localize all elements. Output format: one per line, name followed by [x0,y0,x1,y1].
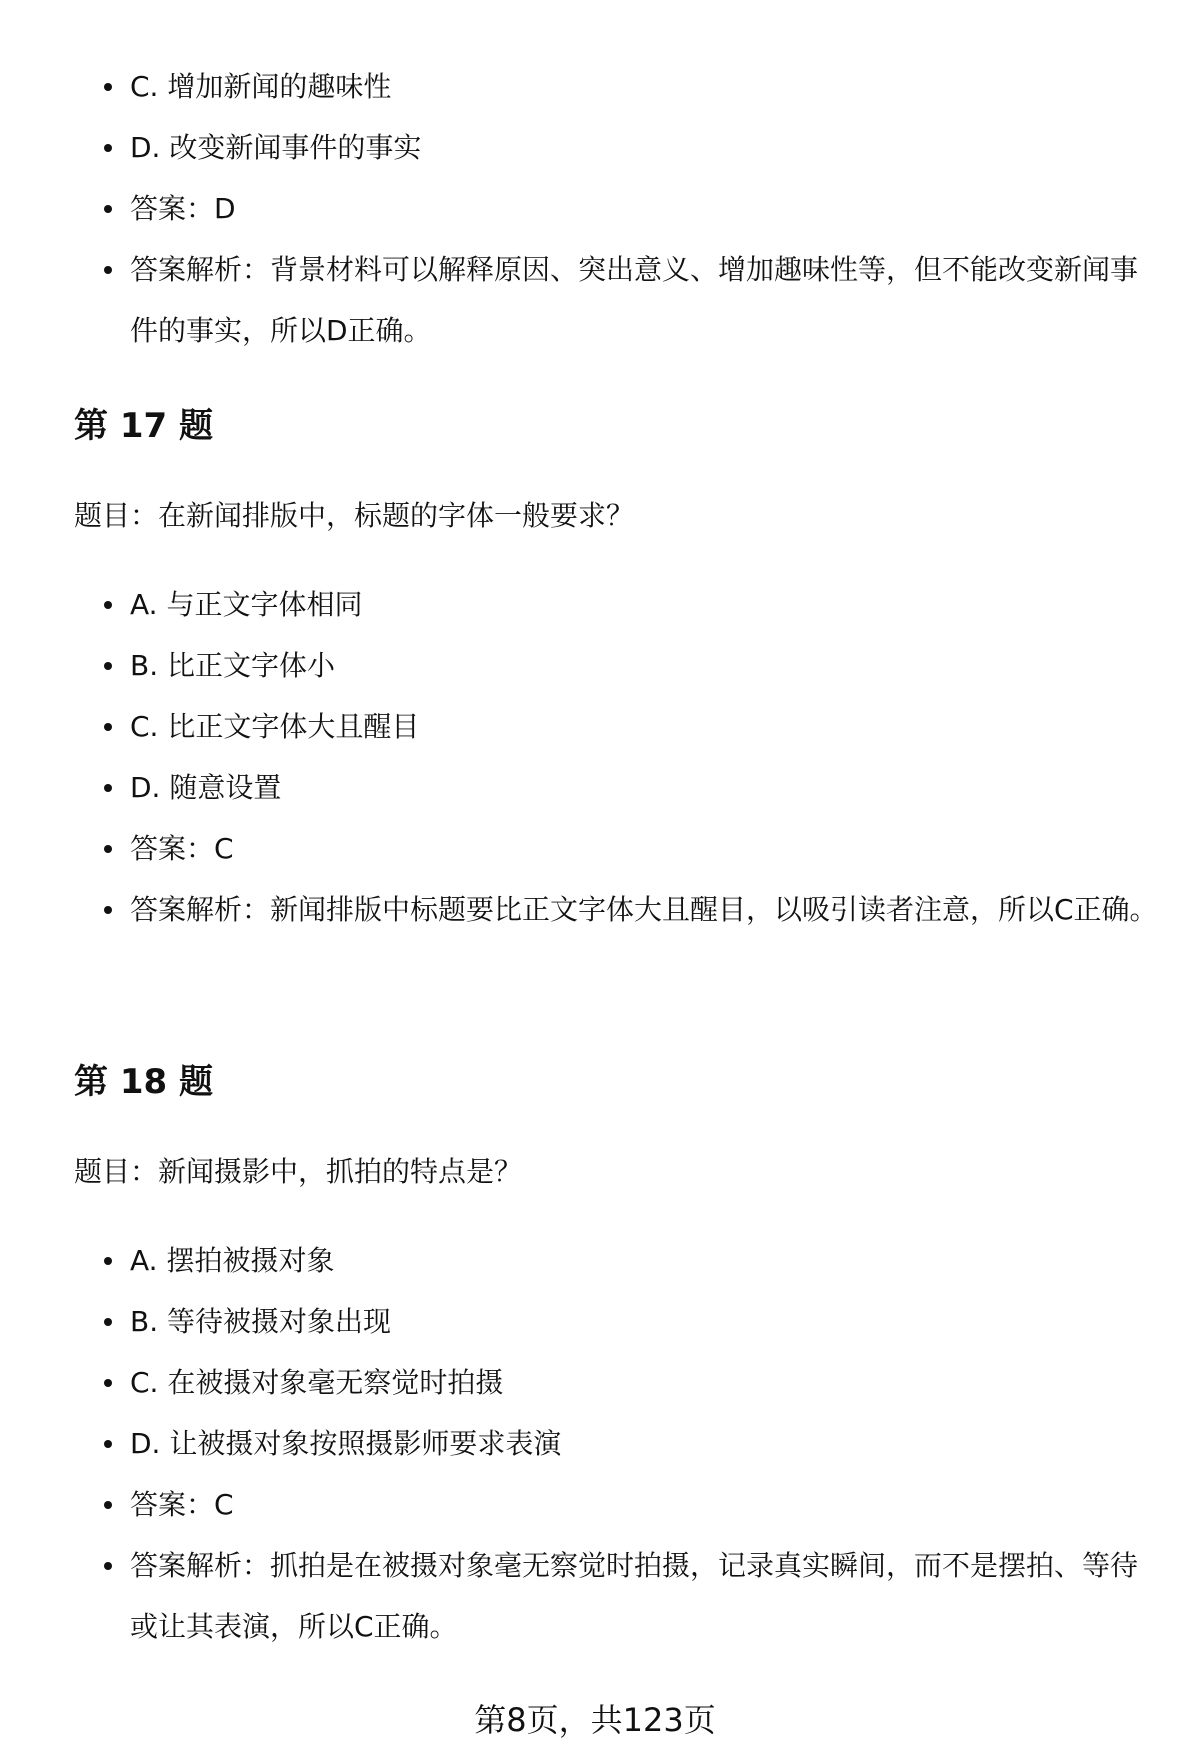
option-b: B. 等待被摄对象出现 [0,1291,1190,1352]
answer-line: 答案：D [0,178,1190,239]
option-c: C. 比正文字体大且醒目 [0,696,1190,757]
option-d: D. 随意设置 [0,757,1190,818]
question-prompt: 题目：在新闻排版中，标题的字体一般要求？ [74,499,635,532]
option-d: D. 改变新闻事件的事实 [0,117,1190,178]
option-list [0,1230,1190,1657]
prev-question-list [0,56,1190,361]
option-a: A. 摆拍被摄对象 [0,1230,1190,1291]
option-list [0,574,1190,940]
explanation-line: 答案解析：抓拍是在被摄对象毫无察觉时拍摄，记录真实瞬间，而不是摆拍、等待或让其表演，所以C正确。 [0,1535,1190,1657]
option-d: D. 让被摄对象按照摄影师要求表演 [0,1413,1190,1474]
option-c: C. 增加新闻的趣味性 [0,56,1190,117]
option-b: B. 比正文字体小 [0,635,1190,696]
option-a: A. 与正文字体相同 [0,574,1190,635]
question-17-section [0,402,1190,940]
explanation-line: 答案解析：背景材料可以解释原因、突出意义、增加趣味性等，但不能改变新闻事件的事实，所以D正确。 [0,239,1190,361]
question-heading: 第 18 题 [74,1062,213,1102]
question-18-section [0,1058,1190,1657]
page-indicator: 第8页，共123页 [474,1701,716,1739]
answer-line: 答案：C [0,818,1190,879]
question-prompt: 题目：新闻摄影中，抓拍的特点是？ [74,1155,523,1188]
option-c: C. 在被摄对象毫无察觉时拍摄 [0,1352,1190,1413]
question-heading: 第 17 题 [74,406,213,446]
explanation-line: 答案解析：新闻排版中标题要比正文字体大且醒目，以吸引读者注意，所以C正确。 [0,879,1190,940]
answer-line: 答案：C [0,1474,1190,1535]
